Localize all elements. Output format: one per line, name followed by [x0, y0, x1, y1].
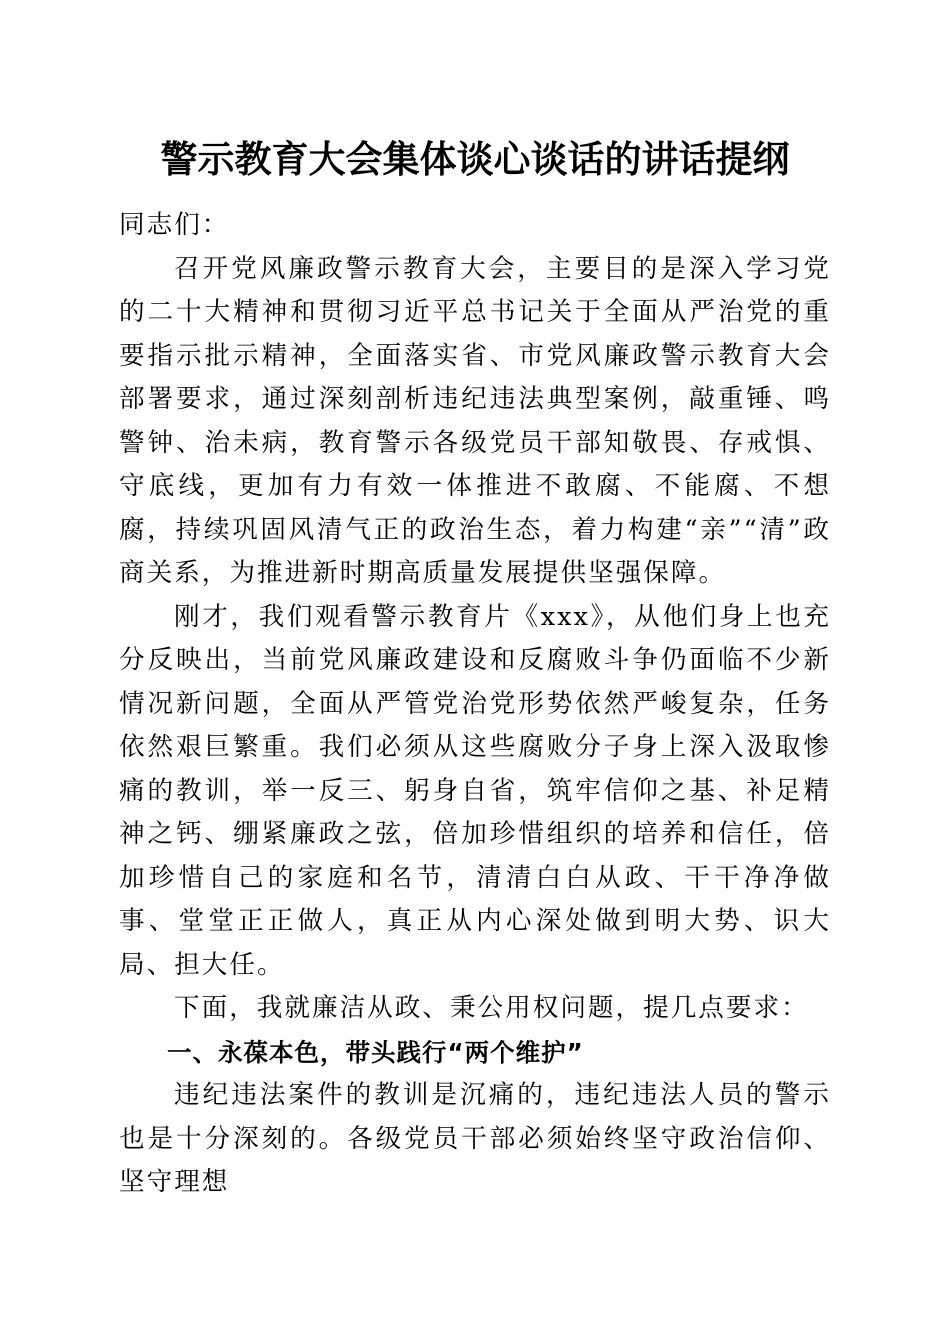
document-body — [119, 204, 831, 1205]
section-heading: 一、永葆本色，带头践行“两个维护” — [167, 1037, 584, 1067]
paragraph-requirements: 下面，我就廉洁从政、秉公用权问题，提几点要求： — [174, 993, 809, 1023]
section-paragraph: 违纪违法案件的教训是沉痛的，违纪违法人员的警示也是十分深刻的。各级党员干部必须始终坚守政治信仰、坚守理想 — [119, 1080, 831, 1197]
salutation: 同志们： — [119, 210, 230, 240]
paragraph-intro: 召开党风廉政警示教育大会，主要目的是深入学习党的二十大精神和贯彻习近平总书记关于全面从严治党的重要指示批示精神，全面落实省、市党风廉政警示教育大会部署要求，通过深刻剖析违纪违法典型案例，敲重锤、鸣警钟、治未病，教育警示各级党员干部知敬畏、存戒惧、守底线，更加有力有效一体推进不敢腐、不能腐、不想腐，持续巩固风清气正的政治生态，着力构建“亲”“清”政商关系，为推进新时期高质量发展提供坚强保障。 — [119, 253, 831, 588]
document-title: 警示教育大会集体谈心谈话的讲话提纲 — [160, 137, 790, 181]
paragraph-lessons: 刚才，我们观看警示教育片《xxx》，从他们身上也充分反映出，当前党风廉政建设和反腐败斗争仍面临不少新情况新问题，全面从严管党治党形势依然严峻复杂，任务依然艰巨繁重。我们必须从这些腐败分子身上深入汲取惨痛的教训，举一反三、躬身自省，筑牢信仰之基、补足精神之钙、绷紧廉政之弦，倍加珍惜组织的培养和信任，倍加珍惜自己的家庭和名节，清清白白从政、干干净净做事、堂堂正正做人，真正从内心深处做到明大势、识大局、担大任。 — [119, 601, 831, 980]
